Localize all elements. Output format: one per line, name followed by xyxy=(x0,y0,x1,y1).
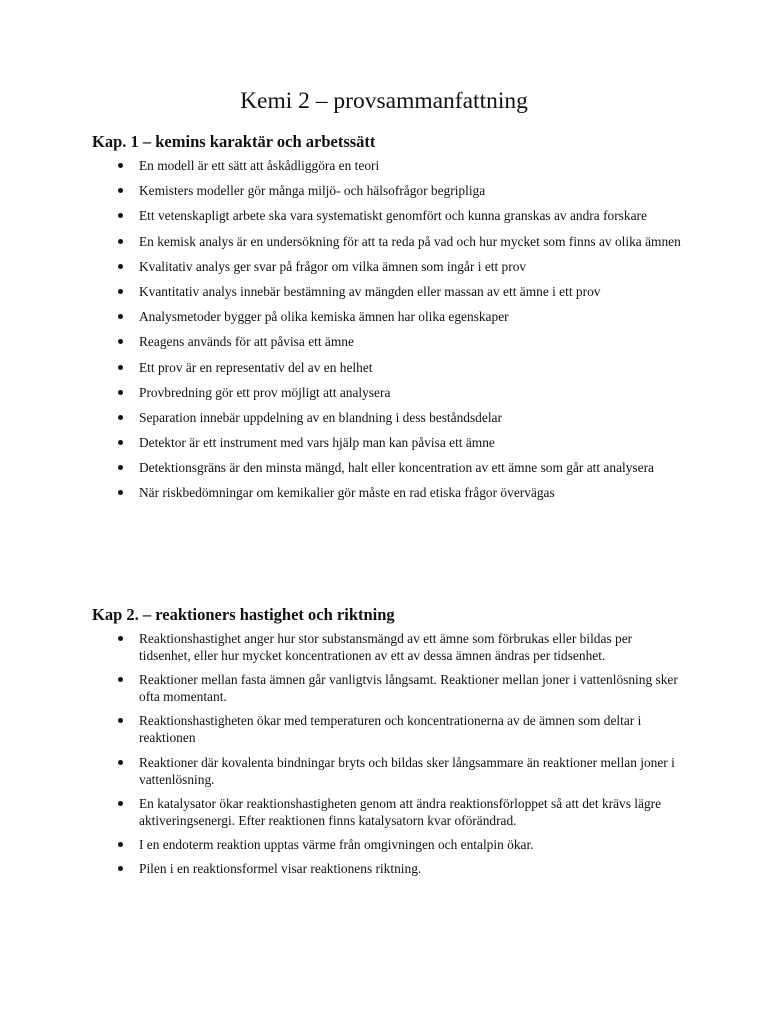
list-item-text: I en endoterm reaktion upptas värme från omgivningen och entalpin ökar. xyxy=(139,836,534,852)
list-item-text: Reaktioner mellan fasta ämnen går vanligtvis långsamt. Reaktioner mellan joner i vattenlösning sker ofta momentant. xyxy=(139,672,678,705)
list-item xyxy=(92,795,684,829)
list-item xyxy=(92,258,684,275)
list-item xyxy=(92,157,684,174)
bullet-icon xyxy=(118,801,123,806)
list-item xyxy=(92,484,684,501)
list-item xyxy=(92,283,684,300)
list-item xyxy=(92,207,684,224)
bullet-icon xyxy=(118,365,123,370)
list-item xyxy=(92,860,684,877)
bullet-icon xyxy=(118,264,123,269)
bullet-icon xyxy=(118,188,123,193)
list-item-text: Kvantitativ analys innebär bestämning av mängden eller massan av ett ämne i ett prov xyxy=(139,283,601,299)
bullet-icon xyxy=(118,440,123,445)
list-item xyxy=(92,333,684,350)
list-item-text: En katalysator ökar reaktionshastigheten genom att ändra reaktionsförloppet så att det krävs lägre aktiveringsenergi. Efter reaktionen finns katalysatorn kvar oförändrad. xyxy=(139,795,662,828)
list-item-text: Detektionsgräns är den minsta mängd, halt eller koncentration av ett ämne som går att analysera xyxy=(139,460,654,476)
bullet-icon xyxy=(118,636,123,641)
list-item-text: Reaktionshastigheten ökar med temperaturen och koncentrationerna av de ämnen som deltar i reaktionen xyxy=(139,713,642,746)
list-item-text: Ett vetenskapligt arbete ska vara systematiskt genomfört och kunna granskas av andra forskare xyxy=(139,208,647,224)
list-item xyxy=(92,671,684,705)
bullet-icon xyxy=(118,465,123,470)
document-title: Kemi 2 – provsammanfattning xyxy=(240,88,528,114)
list-item xyxy=(92,233,684,250)
bullet-icon xyxy=(118,842,123,847)
bullet-icon xyxy=(118,163,123,168)
list-item-text: När riskbedömningar om kemikalier gör måste en rad etiska frågor övervägas xyxy=(139,485,555,501)
list-item xyxy=(92,630,684,664)
bullet-icon xyxy=(118,760,123,765)
list-item xyxy=(92,434,684,451)
section-kap-2 xyxy=(92,604,692,884)
bullet-icon xyxy=(118,339,123,344)
list-item-text: Provbredning gör ett prov möjligt att analysera xyxy=(139,384,391,400)
list-item xyxy=(92,836,684,853)
list-item xyxy=(92,384,684,401)
list-item xyxy=(92,754,684,788)
bullet-icon xyxy=(118,718,123,723)
list-item-text: En modell är ett sätt att åskådliggöra en teori xyxy=(139,158,380,173)
list-item-text: Kvalitativ analys ger svar på frågor om vilka ämnen som ingår i ett prov xyxy=(139,258,527,274)
bullet-list xyxy=(92,630,692,877)
bullet-list xyxy=(92,157,692,501)
list-item xyxy=(92,409,684,426)
list-item xyxy=(92,459,684,476)
list-item-text: Analysmetoder bygger på olika kemiska ämnen har olika egenskaper xyxy=(139,309,509,325)
list-item-text: Ett prov är en representativ del av en helhet xyxy=(139,359,373,375)
bullet-icon xyxy=(118,415,123,420)
list-item-text: Reagens används för att påvisa ett ämne xyxy=(139,334,354,350)
list-item-text: Pilen i en reaktionsformel visar reaktionens riktning. xyxy=(139,861,422,877)
list-item xyxy=(92,359,684,376)
list-item-text: En kemisk analys är en undersökning för att ta reda på vad och hur mycket som finns av olika ämnen xyxy=(139,233,681,249)
bullet-icon xyxy=(118,390,123,395)
list-item-text: Reaktionshastighet anger hur stor substansmängd av ett ämne som förbrukas eller bildas per tidsenhet, eller hur mycket koncentrationen av ett av dessa ämnen ändras per tidsenhet. xyxy=(139,631,633,663)
list-item-text: Separation innebär uppdelning av en blandning i dess beståndsdelar xyxy=(139,409,502,425)
list-item-text: Kemisters modeller gör många miljö- och hälsofrågor begripliga xyxy=(139,183,486,199)
section-heading: Kap. 1 – kemins karaktär och arbetssätt xyxy=(92,132,376,151)
bullet-icon xyxy=(118,490,123,495)
bullet-icon xyxy=(118,289,123,294)
bullet-icon xyxy=(118,239,123,244)
bullet-icon xyxy=(118,314,123,319)
bullet-icon xyxy=(118,677,123,682)
list-item xyxy=(92,308,684,325)
list-item xyxy=(92,712,684,746)
bullet-icon xyxy=(118,866,123,871)
list-item-text: Detektor är ett instrument med vars hjälp man kan påvisa ett ämne xyxy=(139,435,495,451)
list-item-text: Reaktioner där kovalenta bindningar bryts och bildas sker långsammare än reaktioner mellan joner i vattenlösning. xyxy=(139,754,675,787)
section-heading: Kap 2. – reaktioners hastighet och riktning xyxy=(92,605,395,624)
bullet-icon xyxy=(118,213,123,218)
section-kap-1 xyxy=(92,131,692,510)
list-item xyxy=(92,182,684,199)
